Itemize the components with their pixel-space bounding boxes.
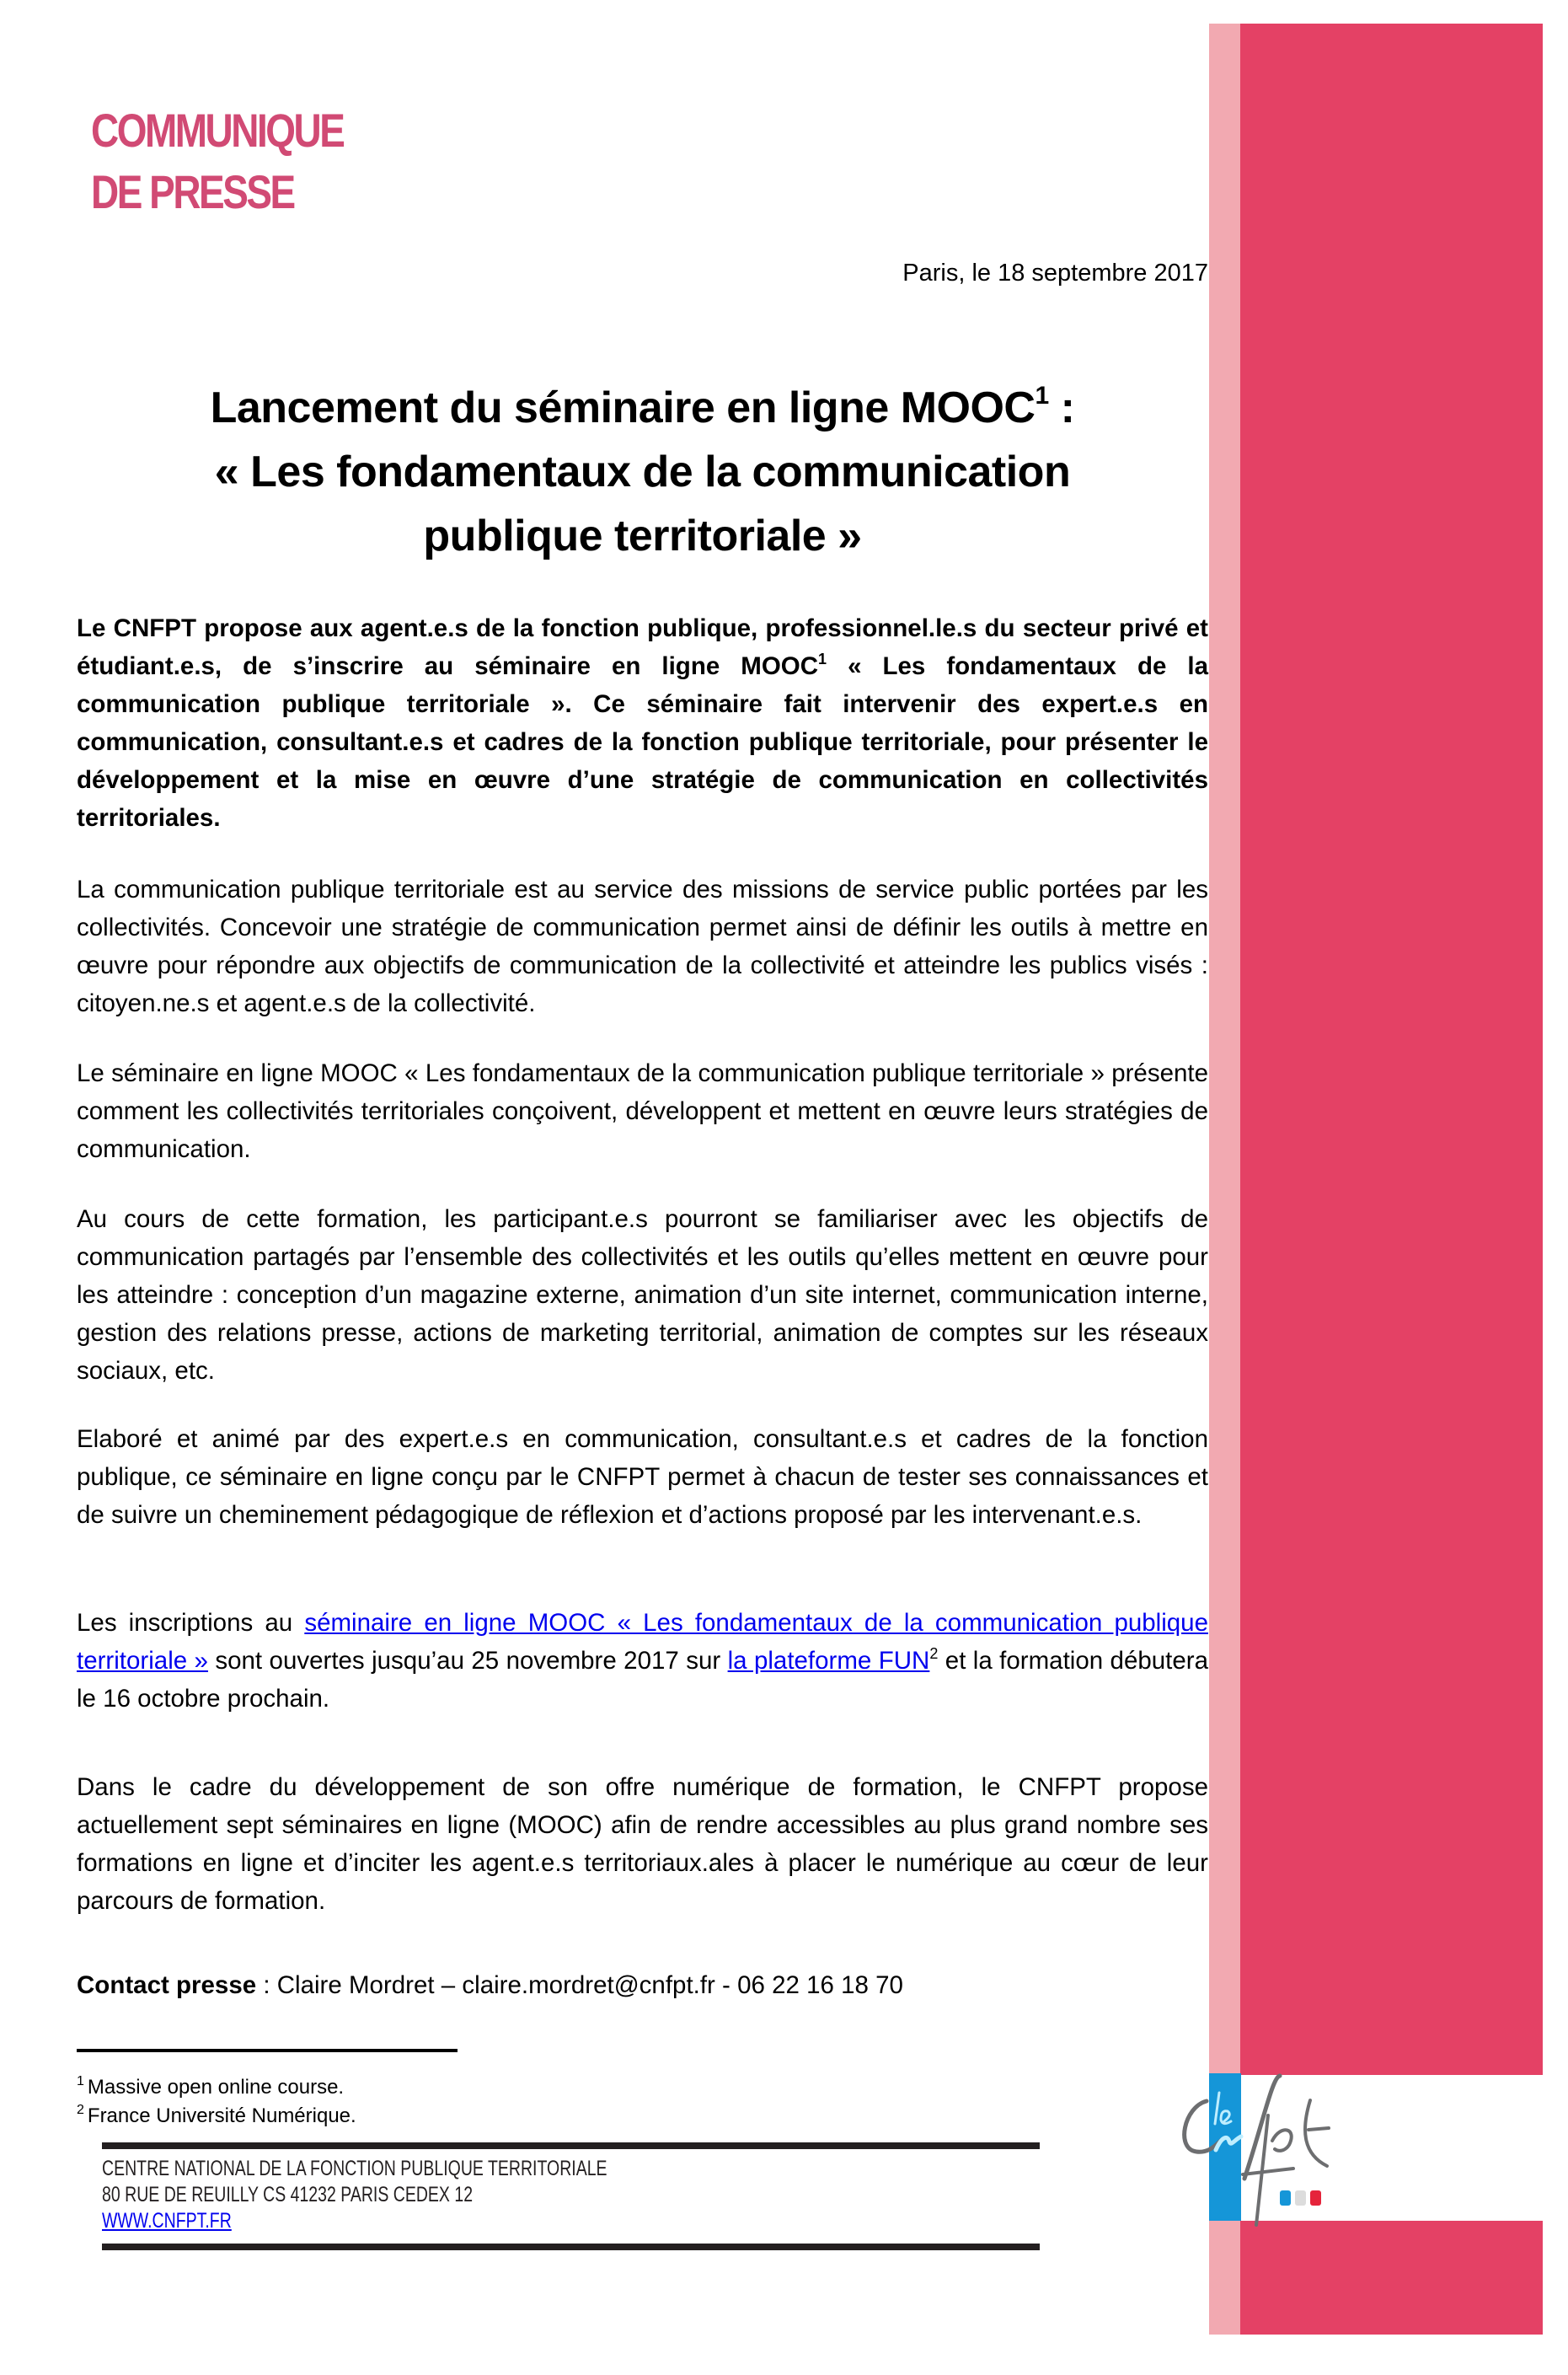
footer-website-link[interactable]: WWW.CNFPT.FR	[102, 2209, 232, 2233]
footnote-ref-1[interactable]: 1	[818, 651, 827, 667]
body-paragraph-4: Au cours de cette formation, les participant.e.s pourront se familiariser avec les objectifs de communication partagés par l’ensemble des collectivités et les outils qu’elles mettent en œuvre pour les atteindre : conception d’un magazine externe, animation d’un site internet, communication interne, gestion des relations presse, actions de marketing territorial, animation de comptes sur les réseaux sociaux, etc.	[77, 1205, 1208, 1385]
release-date: Paris, le 18 septembre 2017	[902, 260, 1208, 287]
body-paragraph-6	[77, 1604, 1208, 1718]
intro-paragraph	[77, 609, 1208, 837]
kicker-line-1: COMMUNIQUE	[91, 104, 344, 157]
footnote-1-text: Massive open online course.	[87, 2076, 345, 2099]
footer-rule-bottom	[102, 2244, 1040, 2250]
footnote-ref-1[interactable]: 1	[1035, 382, 1049, 410]
cnfpt-logo	[1175, 2069, 1369, 2263]
intro-text-b: « Les fondamentaux de la communication publique territoriale ». Ce séminaire fait intervenir des expert.e.s en communication, consultant.e.s et cadres de la fonction publique territoriale, pour présenter le développement et la mise en œuvre d’une stratégie de communication en collectivités territoriales.	[77, 652, 1208, 832]
footnote-1-number: 1	[77, 2074, 84, 2088]
logo-flag-white	[1295, 2190, 1306, 2206]
logo-flag-blue	[1280, 2190, 1291, 2206]
title-line-1-end: :	[1048, 383, 1075, 432]
body-paragraph-5: Elaboré et animé par des expert.e.s en communication, consultant.e.s et cadres de la fonction publique, ce séminaire en ligne conçu par le CNFPT permet à chacun de tester ses connaissances et de suivre un cheminement pédagogique de réflexion et d’actions proposé par les intervenant.e.s.	[77, 1425, 1208, 1529]
mooc-link[interactable]: séminaire en ligne MOOC « Les fondamentaux de la communication publique territoriale »	[77, 1609, 1208, 1675]
registration-text-b: sont ouvertes jusqu’au 25 novembre 2017 sur	[207, 1647, 728, 1675]
logo-flag-red	[1310, 2190, 1321, 2206]
side-band-light	[1209, 24, 1240, 2335]
page-title	[76, 376, 1209, 568]
footnote-2-text: France Université Numérique.	[87, 2104, 356, 2127]
body-paragraph-3: Le séminaire en ligne MOOC « Les fondamentaux de la communication publique territoriale » présente comment les collectivités territoriales conçoivent, développent et mettent en œuvre leurs stratégies de communication.	[77, 1059, 1208, 1163]
footnote-ref-2[interactable]: 2	[929, 1645, 939, 1662]
footer-address: 80 RUE DE REUILLY CS 41232 PARIS CEDEX 12	[102, 2183, 474, 2206]
footnote-1	[77, 2075, 344, 2098]
side-band-red	[1240, 24, 1543, 2335]
title-line-3: publique territoriale »	[423, 512, 862, 560]
contact-label: Contact presse	[77, 1971, 257, 1999]
intro-text-a: Le CNFPT propose aux agent.e.s de la fonction publique, professionnel.le.s du secteur privé et étudiant.e.s, de s’inscrire au séminaire en ligne MOOC	[77, 614, 1208, 680]
body-paragraph-2: La communication publique territoriale est au service des missions de service public portées par les collectivités. Concevoir une stratégie de communication permet ainsi de définir les outils à mettre en œuvre pour répondre aux objectifs de communication de la collectivité et atteindre les publics visés : citoyen.ne.s et agent.e.s de la collectivité.	[77, 876, 1208, 1017]
body-paragraph-7: Dans le cadre du développement de son offre numérique de formation, le CNFPT propose actuellement sept séminaires en ligne (MOOC) afin de rendre accessibles au plus grand nombre ses formations en ligne et d’inciter les agent.e.s territoriaux.ales à placer le numérique au cœur de leur parcours de formation.	[77, 1773, 1208, 1915]
footnote-2	[77, 2104, 356, 2126]
footer-rule-top	[102, 2142, 1040, 2149]
footnote-2-number: 2	[77, 2103, 84, 2117]
title-line-2: « Les fondamentaux de la communication	[214, 448, 1071, 496]
press-contact	[77, 1966, 1208, 2004]
footnote-separator	[77, 2049, 458, 2052]
contact-details: : Claire Mordret – claire.mordret@cnfpt.fr - 06 22 16 18 70	[256, 1971, 903, 1999]
registration-text-c: et la formation débutera le 16 octobre prochain.	[77, 1647, 1208, 1713]
title-line-1: Lancement du séminaire en ligne MOOC	[210, 383, 1036, 432]
fun-platform-link[interactable]: la plateforme FUN	[727, 1647, 930, 1675]
footer-org: CENTRE NATIONAL DE LA FONCTION PUBLIQUE TERRITORIALE	[102, 2157, 607, 2180]
kicker-line-2: DE PRESSE	[91, 165, 294, 218]
registration-text-a: Les inscriptions au	[77, 1609, 305, 1637]
